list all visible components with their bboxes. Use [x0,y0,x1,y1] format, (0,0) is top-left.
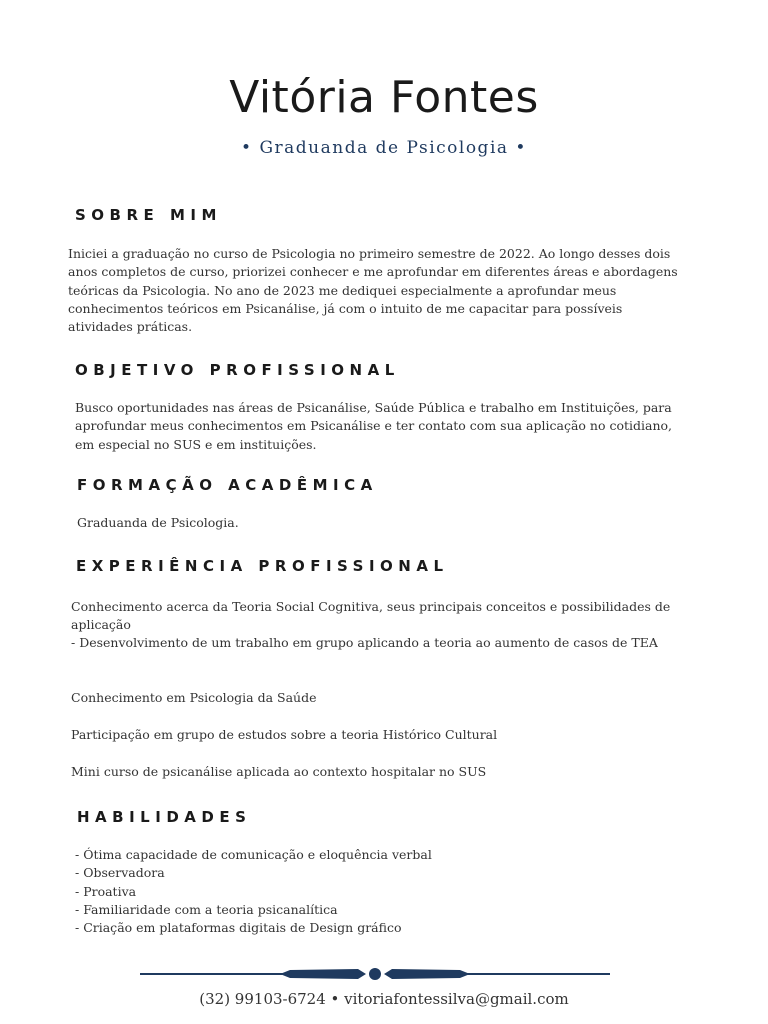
contact-info: (32) 99103-6724 • vitoriafontessilva@gmail.com [199,990,569,1008]
experiencia-item-teoria-social: Conhecimento acerca da Teoria Social Cognitiva, seus principais conceitos e possibilidades de aplicação [71,599,671,633]
objetivo-text: Busco oportunidades nas áreas de Psicanálise, Saúde Pública e trabalho em Instituições, para aprofundar meus conhecimentos em Psicanálise e ter contato com sua aplicação no cotidiano, em especial no SUS e em instituições. [75,400,672,452]
ornamental-divider [140,964,610,984]
habilidade-item: - Criação em plataformas digitais de Design gráfico [75,920,402,936]
resume-name: Vitória Fontes [229,72,539,123]
section-heading-objetivo: OBJETIVO PROFISSIONAL [75,361,400,379]
experiencia-item-mini-curso: Mini curso de psicanálise aplicada ao contexto hospitalar no SUS [71,764,487,779]
habilidade-item: - Proativa [75,883,137,899]
habilidade-item: - Ótima capacidade de comunicação e eloquência verbal [75,847,432,862]
resume-subtitle: • Graduanda de Psicologia • [241,138,527,158]
section-heading-habilidades: HABILIDADES [77,808,252,826]
section-heading-sobre-mim: SOBRE MIM [75,206,222,224]
formacao-text: Graduanda de Psicologia. [77,515,239,530]
experiencia-item-tea: - Desenvolvimento de um trabalho em grupo aplicando a teoria ao aumento de casos de TEA [71,635,658,650]
sobre-mim-text: Iniciei a graduação no curso de Psicologia no primeiro semestre de 2022. Ao longo desses dois anos completos de curso, priorizei conhecer e me aprofundar em diferentes áreas e abordagens teóricas da Psicologia. No ano de 2023 me dediquei especialmente a aprofundar meus conhecimentos teóricos em Psicanálise, já com o intuito de me capacitar para possíveis atividades práticas. [68,246,678,335]
experiencia-item-psicologia-saude: Conhecimento em Psicologia da Saúde [71,690,317,705]
section-heading-formacao: FORMAÇÃO ACADÊMICA [77,476,378,494]
habilidade-item: - Observadora [75,865,165,881]
experiencia-item-grupo-estudos: Participação em grupo de estudos sobre a teoria Histórico Cultural [71,727,498,742]
section-heading-experiencia: EXPERIÊNCIA PROFISSIONAL [76,557,449,575]
habilidades-list [75,846,695,937]
habilidade-item: - Familiaridade com a teoria psicanalítica [75,901,338,917]
